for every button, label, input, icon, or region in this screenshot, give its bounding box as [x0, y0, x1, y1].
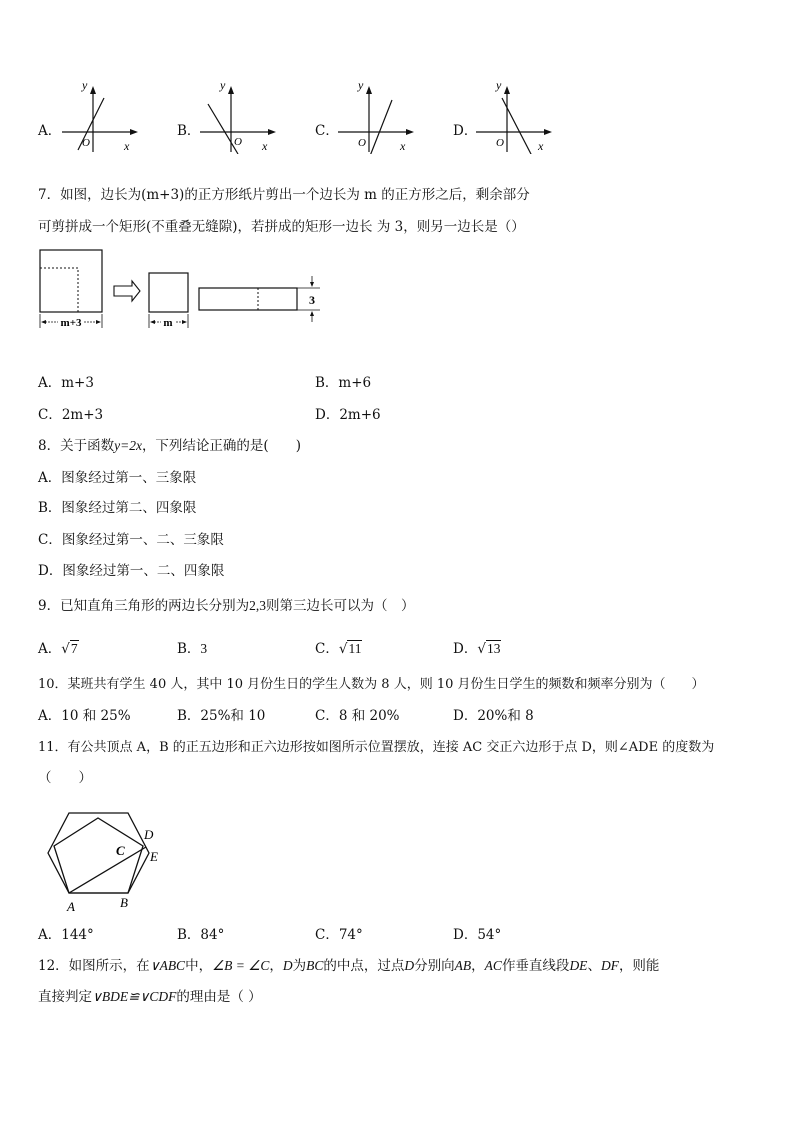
q6-b-x-label: x: [262, 139, 268, 153]
q8-option-a: A．图象经过第一、三象限: [38, 470, 197, 486]
q12-seg-ab: AB: [454, 958, 472, 973]
q12-text: 直接判定: [38, 989, 92, 1005]
q11-option-c: C．74°: [315, 927, 363, 943]
q12-text: 中，: [185, 958, 213, 974]
q12-text: 、: [587, 958, 601, 974]
q9-stem-post: 则第三边长可以为（ ）: [265, 598, 415, 614]
q6-c-origin: O: [358, 137, 366, 149]
q8-stem-post: ，下列结论正确的是( ): [141, 438, 301, 454]
q9-option-b: [177, 640, 207, 658]
q6-a-y-label: y: [82, 82, 88, 92]
q10-option-c: C．8 和 20%: [315, 708, 400, 724]
q6-graph-c: [334, 82, 420, 154]
q7-label-small: m: [163, 317, 173, 329]
q7-stem-line1: 7．如图，边长为(m+3)的正方形纸片剪出一个边长为 m 的正方形之后，剩余部分: [38, 187, 530, 203]
sqrt-icon: √7: [61, 641, 78, 657]
q12-triangle: ∨ABC: [149, 958, 186, 973]
q12-point-d: D: [282, 958, 293, 973]
q12-text: 作垂直线段: [501, 958, 570, 974]
q10-stem: 10．某班共有学生 40 人，其中 10 月份生日的学生人数为 8 人，则 10 月份生日学生的频数和频率分别为（ ）: [38, 677, 705, 692]
q12-stem-line2: [38, 988, 262, 1006]
q9-stem: [38, 597, 414, 615]
sqrt-icon: √13: [477, 641, 501, 657]
q8-option-b: B．图象经过第二、四象限: [38, 500, 197, 516]
q11-stem-line2: （ ）: [38, 770, 92, 786]
q6-b-origin: O: [234, 136, 242, 148]
q11-label-e: E: [150, 849, 158, 864]
q7-option-a: A．m+3: [38, 375, 94, 391]
q11-option-b: B．84°: [177, 927, 225, 943]
q9-stem-nums: 2,3: [249, 598, 266, 613]
q8-stem-func: y=2x: [114, 438, 142, 453]
q7-option-b: B．m+6: [315, 375, 372, 391]
q7-figure: [36, 246, 326, 332]
q8-option-c: C．图象经过第一、二、三象限: [38, 532, 224, 548]
q7-stem-line2: 可剪拼成一个矩形(不重叠无缝隙)，若拼成的矩形一边长 为 3，则另一边长是（）: [38, 219, 525, 235]
q12-angle-eq: ∠B = ∠C: [212, 958, 270, 973]
q9-option-a: [38, 640, 79, 658]
q7-option-d: D．2m+6: [315, 407, 381, 423]
q12-text: 为: [292, 958, 307, 974]
q6-option-b-letter: B．: [177, 123, 201, 139]
q10-option-a: A．10 和 25%: [38, 708, 131, 724]
q11-figure: [40, 803, 175, 915]
q6-graph-a: [58, 82, 144, 154]
q7-label-rect: 3: [309, 293, 315, 307]
q12-point-d: D: [404, 958, 415, 973]
q11-stem-line1: 11．有公共顶点 A，B 的正五边形和正六边形按如图所示位置摆放，连接 AC 交正六边形于点 D，则∠ADE 的度数为: [38, 740, 715, 755]
q9-option-c: [315, 640, 362, 658]
q6-option-d-letter: D．: [453, 123, 478, 139]
q7-label-big: m+3: [60, 317, 82, 329]
q10-option-d: D．20%和 8: [453, 708, 534, 724]
q6-d-x-label: x: [538, 139, 544, 153]
q6-c-x-label: x: [400, 139, 406, 153]
q9-option-a-letter: A．: [38, 641, 62, 657]
q8-option-d: D．图象经过第一、二、四象限: [38, 563, 225, 579]
q8-stem: [38, 437, 301, 455]
q9-option-d-value: 13: [486, 641, 501, 656]
q12-congruence: ∨BDE≌∨CDF: [92, 989, 177, 1004]
q6-graph-d: [472, 82, 558, 154]
q9-option-c-letter: C．: [315, 641, 339, 657]
q11-option-a: A．144°: [38, 927, 94, 943]
q12-text: 12．如图所示，在: [38, 958, 150, 974]
q12-seg-df: DF: [600, 958, 619, 973]
q11-label-c: C: [116, 843, 125, 858]
q9-option-d-letter: D．: [453, 641, 478, 657]
q12-text: ，: [471, 958, 485, 974]
q9-option-b-letter: B．: [177, 641, 201, 657]
q6-option-a-letter: A．: [38, 123, 62, 139]
q11-label-a: A: [67, 899, 75, 914]
q6-c-y-label: y: [358, 82, 364, 92]
q12-text: ，: [269, 958, 283, 974]
q12-stem-line1: [38, 957, 659, 975]
q6-d-y-label: y: [496, 82, 502, 92]
q11-label-b: B: [120, 895, 128, 910]
q7-option-c: C．2m+3: [38, 407, 104, 423]
q9-option-c-value: 11: [348, 641, 362, 656]
q10-option-b: B．25%和 10: [177, 708, 266, 724]
q9-stem-pre: 9．已知直角三角形的两边长分别为: [38, 598, 250, 614]
q11-label-d: D: [144, 827, 154, 842]
q6-a-origin: O: [82, 137, 90, 149]
q12-seg-ac: AC: [484, 958, 502, 973]
q6-graph-b: [196, 82, 282, 154]
q9-option-d: [453, 640, 501, 658]
q12-text: 分别向: [414, 958, 455, 974]
q12-text: 的中点，过点: [323, 958, 405, 974]
q6-a-x-label: x: [124, 139, 130, 153]
q6-d-origin: O: [496, 137, 504, 149]
q12-text: 的理由是（ ）: [176, 989, 262, 1005]
q9-option-b-value: 3: [200, 641, 208, 656]
q6-option-c-letter: C．: [315, 123, 339, 139]
q12-text: ，则能: [618, 958, 660, 974]
q9-option-a-value: 7: [70, 641, 78, 656]
q8-stem-pre: 8．关于函数: [38, 438, 115, 454]
q6-b-y-label: y: [220, 82, 226, 92]
q12-seg-de: DE: [569, 958, 588, 973]
q12-seg-bc: BC: [306, 958, 324, 973]
sqrt-icon: √11: [338, 641, 362, 657]
q11-option-d: D．54°: [453, 927, 502, 943]
